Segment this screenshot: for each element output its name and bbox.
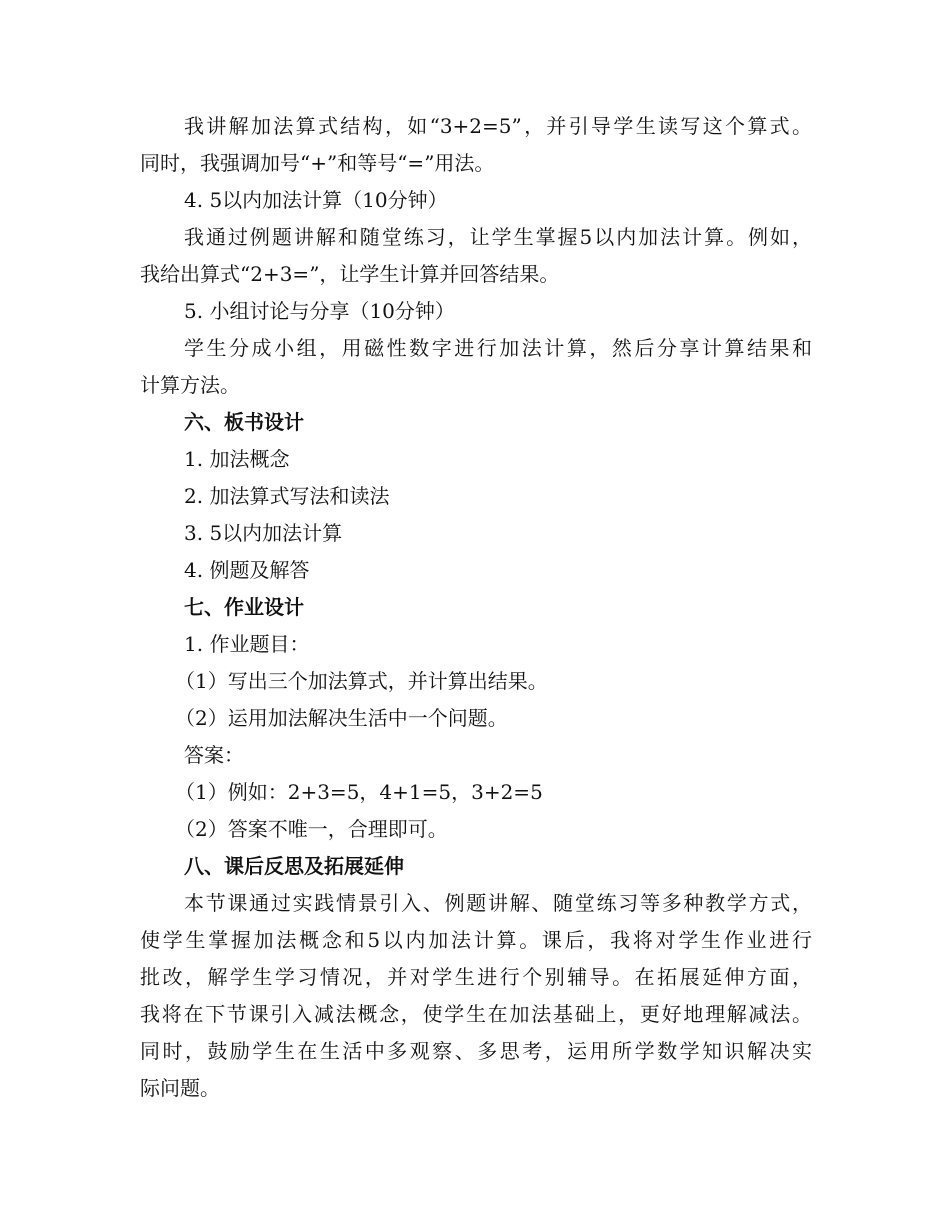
paragraph-line: 计算方法。 (140, 373, 240, 397)
document-page (140, 108, 812, 1107)
list-item: 4. 5以内加法计算（10分钟） (184, 188, 448, 212)
paragraph-line: 使学生掌握加法概念和5以内加法计算。课后，我将对学生作业进行 (140, 928, 812, 952)
list-item: （1）写出三个加法算式，并计算出结果。 (175, 669, 548, 693)
list-item: 4. 例题及解答 (184, 558, 310, 582)
paragraph-line: 我讲解加法算式结构，如“3+2=5”，并引导学生读写这个算式。 (184, 114, 812, 138)
list-item: （2）运用加法解决生活中一个问题。 (175, 706, 508, 730)
paragraph-line: 同时，鼓励学生在生活中多观察、多思考，运用所学数学知识解决实 (140, 1039, 812, 1063)
section-heading: 八、课后反思及拓展延伸 (184, 854, 404, 878)
section-heading: 六、板书设计 (184, 410, 304, 434)
paragraph-line: 本节课通过实践情景引入、例题讲解、随堂练习等多种教学方式， (184, 891, 812, 915)
section-heading: 七、作业设计 (184, 595, 304, 619)
list-item: （2）答案不唯一，合理即可。 (175, 817, 448, 841)
list-item: 3. 5以内加法计算 (184, 521, 343, 545)
paragraph-line: 同时，我强调加号“+”和等号“=”用法。 (140, 151, 495, 175)
list-item: 2. 加法算式写法和读法 (184, 484, 390, 508)
paragraph-line: 我给出算式“2+3=”，让学生计算并回答结果。 (140, 262, 560, 286)
paragraph-line: 际问题。 (140, 1076, 220, 1100)
list-item: 1. 作业题目： (184, 632, 310, 656)
paragraph-line: 批改，解学生学习情况，并对学生进行个别辅导。在拓展延伸方面， (140, 965, 812, 989)
list-item: 1. 加法概念 (184, 447, 290, 471)
paragraph-line: 学生分成小组，用磁性数字进行加法计算，然后分享计算结果和 (184, 336, 812, 360)
paragraph-line: 答案： (184, 743, 244, 767)
list-item: （1）例如：2+3=5，4+1=5，3+2=5 (175, 780, 543, 804)
list-item: 5. 小组讨论与分享（10分钟） (184, 299, 455, 323)
paragraph-line: 我将在下节课引入减法概念，使学生在加法基础上，更好地理解减法。 (140, 1002, 812, 1026)
paragraph-line: 我通过例题讲解和随堂练习，让学生掌握5以内加法计算。例如， (184, 225, 812, 249)
